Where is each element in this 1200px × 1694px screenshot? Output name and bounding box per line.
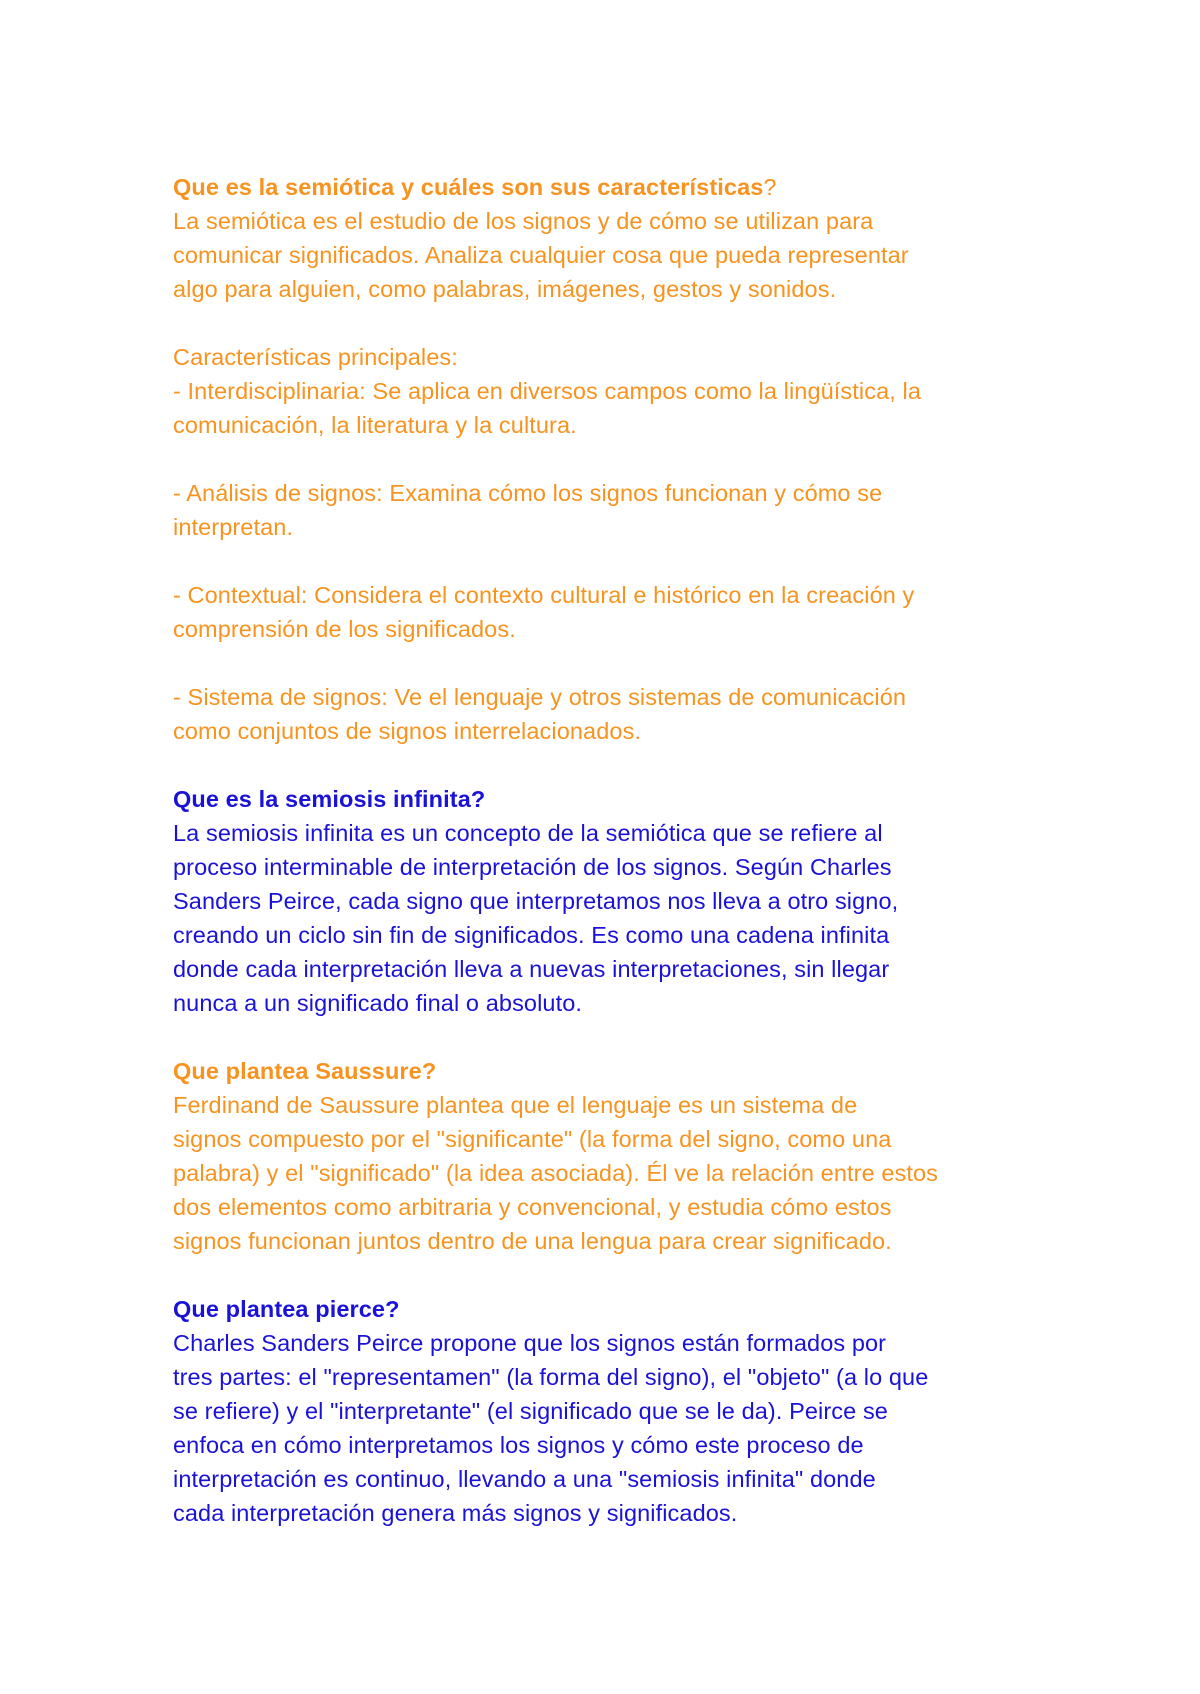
section-saussure xyxy=(173,1054,1053,1258)
heading-question-mark: ? xyxy=(763,174,777,200)
list-item-line: - Contextual: Considera el contexto cultural e histórico en la creación y xyxy=(173,582,915,608)
paragraph-line: Charles Sanders Peirce propone que los signos están formados por xyxy=(173,1330,887,1356)
document-body xyxy=(173,170,1053,1564)
paragraph-line: cada interpretación genera más signos y significados. xyxy=(173,1500,738,1526)
section-paragraph xyxy=(173,1088,1053,1258)
paragraph-line: proceso interminable de interpretación de los signos. Según Charles xyxy=(173,854,892,880)
list-item xyxy=(173,680,1053,748)
list-item xyxy=(173,374,1053,442)
paragraph-line: Sanders Peirce, cada signo que interpretamos nos lleva a otro signo, xyxy=(173,888,899,914)
list-item xyxy=(173,476,1053,544)
paragraph-line: La semiótica es el estudio de los signos y de cómo se utilizan para xyxy=(173,208,874,234)
list-item-line: - Sistema de signos: Ve el lenguaje y otros sistemas de comunicación xyxy=(173,684,907,710)
section-paragraph xyxy=(173,816,1053,1020)
paragraph-line: enfoca en cómo interpretamos los signos y cómo este proceso de xyxy=(173,1432,864,1458)
section-semiotica xyxy=(173,170,1053,748)
paragraph-line: interpretación es continuo, llevando a una "semiosis infinita" donde xyxy=(173,1466,876,1492)
paragraph-line: algo para alguien, como palabras, imágenes, gestos y sonidos. xyxy=(173,276,837,302)
paragraph-line: creando un ciclo sin fin de significados. Es como una cadena infinita xyxy=(173,922,890,948)
paragraph-line: tres partes: el "representamen" (la forma del signo), el "objeto" (a lo que xyxy=(173,1364,929,1390)
section-semiosis-infinita xyxy=(173,782,1053,1020)
section-heading xyxy=(173,170,1053,204)
paragraph-line: La semiosis infinita es un concepto de la semiótica que se refiere al xyxy=(173,820,883,846)
paragraph-line: donde cada interpretación lleva a nuevas interpretaciones, sin llegar xyxy=(173,956,890,982)
paragraph-line: se refiere) y el "interpretante" (el significado que se le da). Peirce se xyxy=(173,1398,888,1424)
paragraph-line: signos compuesto por el "significante" (la forma del signo, como una xyxy=(173,1126,892,1152)
paragraph-line: Ferdinand de Saussure plantea que el lenguaje es un sistema de xyxy=(173,1092,858,1118)
section-paragraph xyxy=(173,204,1053,306)
section-peirce xyxy=(173,1292,1053,1530)
heading-text: Que es la semiótica y cuáles son sus características xyxy=(173,174,764,200)
paragraph-line: nunca a un significado final o absoluto. xyxy=(173,990,583,1016)
list-item xyxy=(173,578,1053,646)
list-item-line: - Interdisciplinaria: Se aplica en diversos campos como la lingüística, la xyxy=(173,378,921,404)
list-item-line: comunicación, la literatura y la cultura. xyxy=(173,412,577,438)
list-item-line: comprensión de los significados. xyxy=(173,616,516,642)
section-paragraph xyxy=(173,1326,1053,1530)
characteristics-subheading: Características principales: xyxy=(173,344,458,370)
paragraph-line: dos elementos como arbitraria y convencional, y estudia cómo estos xyxy=(173,1194,892,1220)
section-heading: Que plantea Saussure? xyxy=(173,1058,437,1084)
section-heading: Que es la semiosis infinita? xyxy=(173,786,486,812)
list-item-line: como conjuntos de signos interrelacionados. xyxy=(173,718,642,744)
paragraph-line: comunicar significados. Analiza cualquier cosa que pueda representar xyxy=(173,242,909,268)
list-item-line: interpretan. xyxy=(173,514,294,540)
section-heading: Que plantea pierce? xyxy=(173,1296,400,1322)
paragraph-line: palabra) y el "significado" (la idea asociada). Él ve la relación entre estos xyxy=(173,1160,939,1186)
list-item-line: - Análisis de signos: Examina cómo los signos funcionan y cómo se xyxy=(173,480,883,506)
paragraph-line: signos funcionan juntos dentro de una lengua para crear significado. xyxy=(173,1228,892,1254)
